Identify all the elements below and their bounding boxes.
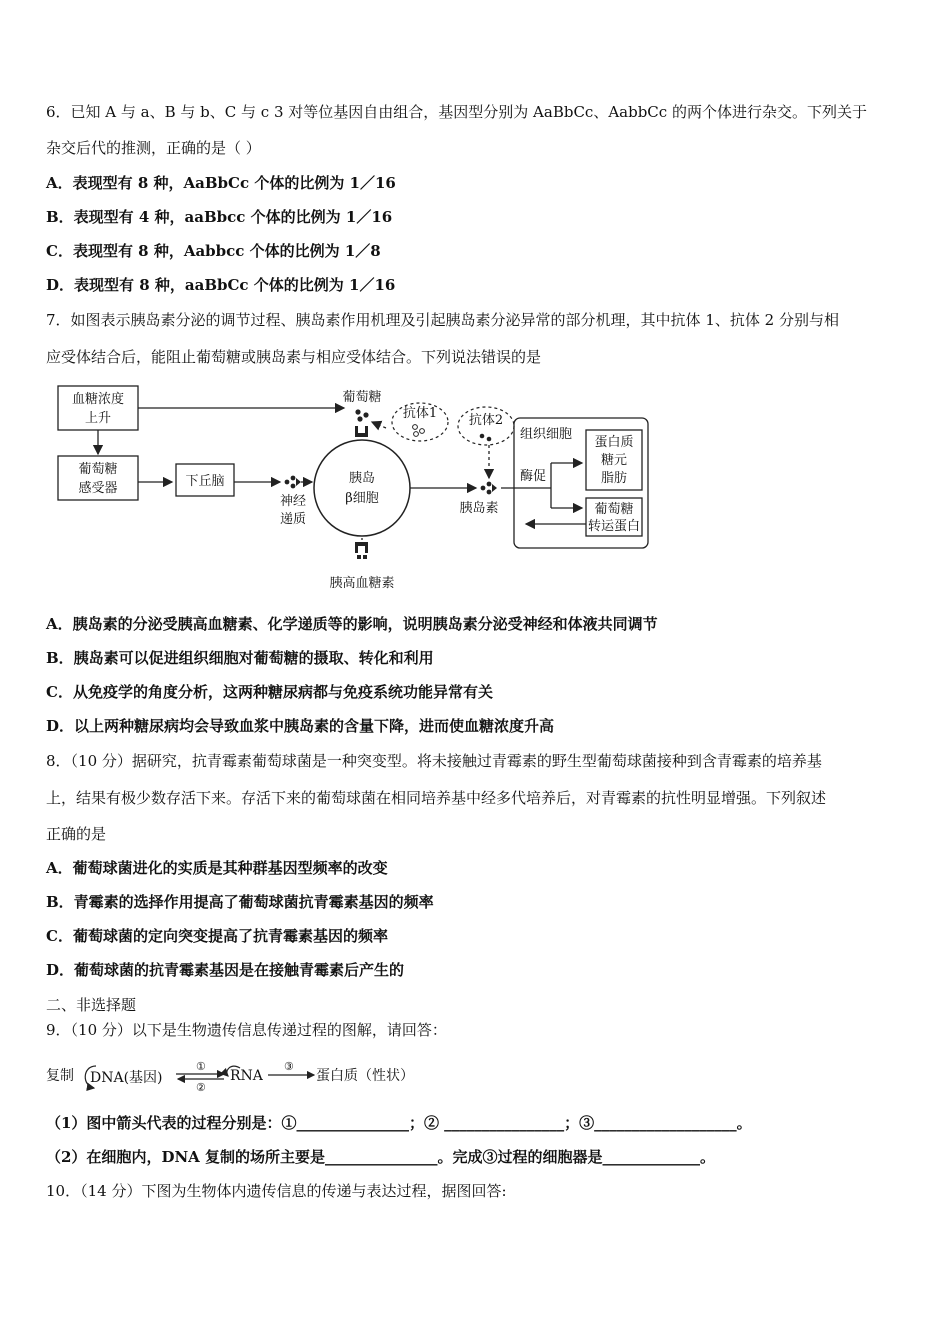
insulin-icon [481,482,497,495]
antibody2-label: 抗体2 [468,413,504,428]
transporter-label-2: 转运蛋白 [587,519,641,534]
neurotransmitter-label-1: 神经 [279,494,307,509]
products-label-1: 蛋白质 [594,435,634,450]
genetic-information-flow [44,1058,444,1094]
q9-sub2: （2）在细胞内，DNA 复制的场所主要是_______________。完成③过程的细胞器是_____________。 [46,1148,716,1166]
q8-option-c: C．葡萄球菌的定向突变提高了抗青霉素基因的频率 [46,927,388,945]
q7-stem-line2: 应受体结合后，能阻止葡萄糖或胰岛素与相应受体结合。下列说法错误的是 [46,348,542,366]
q6-option-b: B．表现型有 4 种，aaBbcc 个体的比例为 1／16 [46,208,393,226]
islet-beta-cell [314,440,410,536]
receptor-label-2: 感受器 [78,481,118,496]
products-label-2: 糖元 [600,453,628,468]
antibody2-icon [480,434,492,442]
q7-stem-line1: 7．如图表示胰岛素分泌的调节过程、胰岛素作用机理及引起胰岛素分泌异常的部分机理，其中抗体 1、抗体 2 分别与相 [46,311,839,329]
q7-option-d: D．以上两种糖尿病均会导致血浆中胰岛素的含量下降，进而使血糖浓度升高 [46,717,555,735]
q6-option-d: D．表现型有 8 种，aaBbCc 个体的比例为 1／16 [46,276,396,294]
q9-stem: 9．（10 分）以下是生物遗传信息传递过程的图解，请回答： [46,1021,447,1039]
islet-label-1: 胰岛 [348,471,376,486]
glucose-molecule-icon [355,409,368,421]
islet-label-2: β细胞 [345,491,379,506]
q9-sub1: （1）图中箭头代表的过程分别是：①_______________；② ________________；③___________________。 [46,1114,752,1132]
q7-option-b: B．胰岛素可以促进组织细胞对葡萄糖的摄取、转化和利用 [46,649,434,667]
q8-option-a: A．葡萄球菌进化的实质是其种群基因型频率的改变 [46,859,388,877]
flow-step2-label: ② [196,1081,206,1094]
glucagon-label: 胰高血糖素 [329,576,395,591]
flow-dna-label: DNA(基因) [90,1070,163,1086]
q7-option-c: C．从免疫学的角度分析，这两种糖尿病都与免疫系统功能异常有关 [46,683,493,701]
glucose-receptor-icon [355,426,368,437]
section-heading: 二、非选择题 [46,996,137,1014]
q7-option-a: A．胰岛素的分泌受胰高血糖素、化学递质等的影响，说明胰岛素分泌受神经和体液共同调节 [46,615,658,633]
tissue-cell-label: 组织细胞 [520,427,573,442]
neurotransmitter-icon [285,476,301,489]
q6-option-c: C．表现型有 8 种，Aabbcc 个体的比例为 1／8 [46,242,381,260]
q10-stem: 10．（14 分）下图为生物体内遗传信息的传递与表达过程，据图回答: [46,1182,507,1200]
flow-step1-label: ① [196,1060,206,1073]
q6-stem-line1: 6．已知 A 与 a、B 与 b、C 与 c 3 对等位基因自由组合，基因型分别为 AaBbCc、AabbCc 的两个体进行杂交。下列关于 [46,103,867,121]
products-label-3: 脂肪 [600,471,628,486]
receptor-label-1: 葡萄糖 [78,462,118,477]
hypothalamus-label: 下丘脑 [185,474,225,489]
blood-sugar-label-2: 上升 [84,411,112,426]
q6-stem-line2: 杂交后代的推测，正确的是（ ） [46,139,261,157]
neurotransmitter-label-2: 递质 [279,512,307,527]
blood-sugar-label-1: 血糖浓度 [71,392,125,407]
insulin-label: 胰岛素 [459,501,499,516]
diagram-arrows [98,408,586,540]
flow-protein-label: 蛋白质（性状） [316,1068,414,1084]
glucagon-receptor-icon [355,542,368,559]
q6-option-a: A．表现型有 8 种，AaBbCc 个体的比例为 1／16 [46,174,396,192]
q8-stem-line2: 上，结果有极少数存活下来。存活下来的葡萄球菌在相同培养基中经多代培养后，对青霉素的抗性明显增强。下列叙述 [46,789,827,807]
flow-replicate-label: 复制 [46,1068,74,1084]
q8-option-d: D．葡萄球菌的抗青霉素基因是在接触青霉素后产生的 [46,961,405,979]
q8-stem-line1: 8．（10 分）据研究，抗青霉素葡萄球菌是一种突变型。将未接触过青霉素的野生型葡萄球菌接种到含青霉素的培养基 [46,752,822,770]
antibody1-icon [413,425,425,437]
antibody1-label: 抗体1 [402,406,438,421]
q8-option-b: B．青霉素的选择作用提高了葡萄球菌抗青霉素基因的频率 [46,893,434,911]
insulin-regulation-diagram [46,378,666,596]
glucose-top-label: 葡萄糖 [342,390,382,405]
flow-rna-label: RNA [230,1068,263,1084]
transporter-label-1: 葡萄糖 [594,502,634,517]
flow-step3-label: ③ [284,1060,294,1073]
q8-stem-line3: 正确的是 [46,825,107,843]
promote-label: 酶促 [520,469,547,484]
